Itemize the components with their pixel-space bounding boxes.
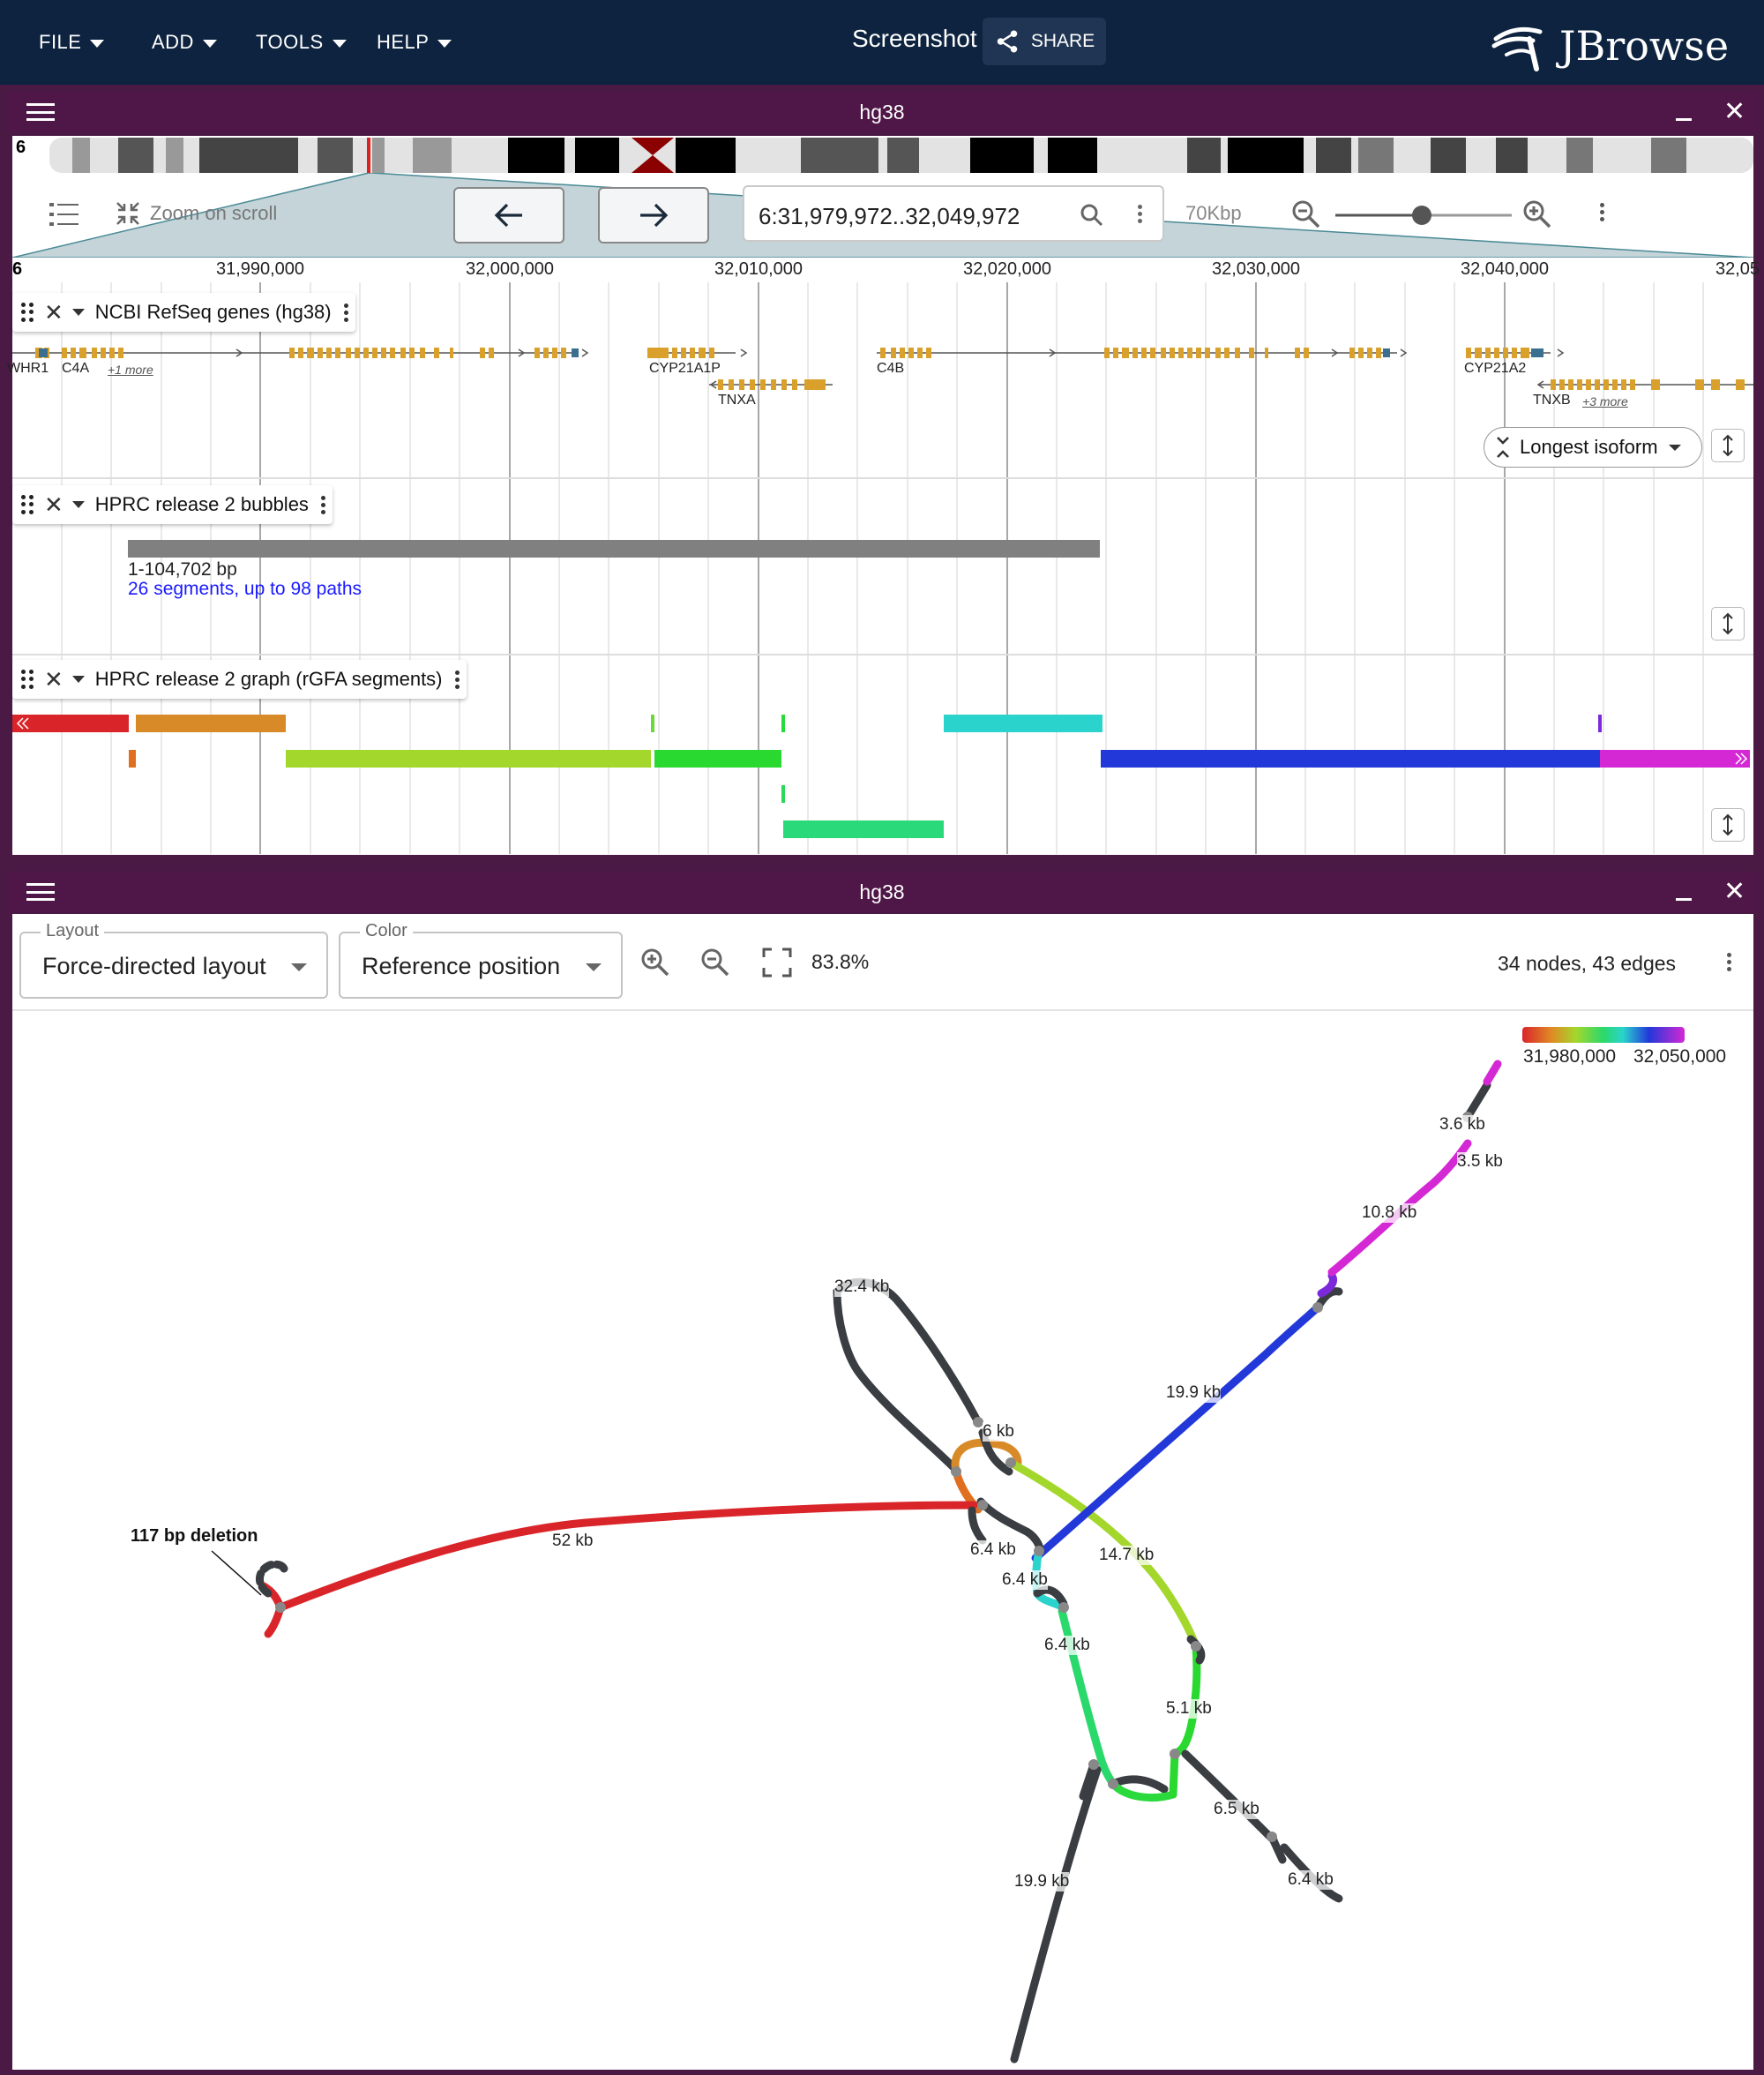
annotation-pointer [212,1551,261,1595]
minimize-icon[interactable] [1676,118,1692,121]
pan-right-button[interactable] [598,187,709,243]
gene-label-whr1[interactable]: WHR1 [7,361,49,376]
gene-label-c4a[interactable]: C4A [62,361,90,376]
edge-label: 19.9 kb [1166,1383,1222,1402]
linear-view-header [7,92,1757,132]
caret-down-icon [291,963,307,971]
view-options-icon[interactable] [1600,203,1604,221]
track-label-refseq[interactable] [12,293,355,332]
caret-down-icon [586,963,602,971]
drag-handle-icon[interactable] [21,303,34,322]
edge-label: 6.4 kb [1288,1870,1334,1889]
layout-select[interactable] [19,921,328,999]
ruler-tick-label: 32,020,000 [962,259,1052,279]
ruler-tick-label: 32,000,000 [465,259,555,279]
app-bar [0,0,1764,85]
graph-edge[interactable] [1468,1085,1487,1117]
graph-edge-52kb[interactable] [280,1505,974,1607]
zoom-slider[interactable] [1332,205,1514,226]
track-menu-icon[interactable] [321,496,325,514]
ideogram-chromosome-label: 6 [16,138,26,157]
collapse-track-icon[interactable] [72,676,85,683]
zoom-in-icon[interactable] [1522,199,1552,229]
location-search-input[interactable]: 6:31,979,972..32,049,972 [759,203,1020,229]
caret-down-icon [437,40,452,48]
colorbar-max-label: 32,050,000 [1633,1046,1727,1067]
share-label: SHARE [1030,31,1095,51]
ruler-tick-label: 32,040,000 [1460,259,1550,279]
search-icon[interactable] [1080,203,1104,228]
drag-handle-icon[interactable] [21,495,34,514]
graph-edge[interactable] [1173,1754,1175,1794]
minimize-icon[interactable] [1676,898,1692,901]
file-menu-label: FILE [39,31,82,53]
zoom-on-scroll-label[interactable]: Zoom on scroll [150,202,278,224]
caret-down-icon [203,40,217,48]
add-menu-label: ADD [152,31,194,53]
graph-view-header [7,872,1757,912]
ruler-tick-label: 31,990,000 [215,259,305,279]
gene-label-tnxb[interactable]: TNXB [1533,393,1571,408]
edge-label: 6.5 kb [1214,1800,1259,1818]
resize-track-icon[interactable] [1711,808,1745,842]
caret-down-icon [1669,445,1681,451]
graph-node-markers [275,1112,1473,1842]
help-menu-label: HELP [377,31,430,53]
colorbar-min-label: 31,980,000 [1523,1046,1617,1067]
arrow-right-icon [639,202,669,228]
resize-track-icon[interactable] [1711,607,1745,640]
graph-edge[interactable] [972,1510,983,1540]
brand-name: JBrowse [1559,22,1730,70]
edge-label: 6.4 kb [1002,1570,1048,1589]
more-genes-link[interactable]: +1 more [108,363,153,377]
bp-per-view: 70Kbp [1185,202,1242,224]
tools-menu[interactable] [256,25,347,60]
edge-label: 52 kb [552,1532,594,1550]
more-genes-link[interactable]: +3 more [1582,394,1628,408]
gene-label-cyp21a2[interactable]: CYP21A2 [1464,361,1527,376]
edge-label: 3.6 kb [1439,1115,1485,1134]
zoom-on-scroll-icon[interactable] [115,199,141,228]
track-name: HPRC release 2 graph (rGFA segments) [94,668,443,690]
collapse-track-icon[interactable] [72,309,85,316]
graph-edge[interactable] [1321,1276,1334,1293]
ruler-chromosome-label: 6 [12,259,23,279]
location-search-box[interactable] [743,185,1164,242]
collapse-icon [1493,436,1513,459]
graph-options-icon[interactable] [1727,953,1731,971]
track-menu-icon[interactable] [455,670,460,689]
isoform-dropdown[interactable] [1484,427,1702,468]
rgfa-segments[interactable] [12,706,1753,847]
zoom-out-icon[interactable] [700,948,730,978]
edge-label: 6 kb [983,1422,1014,1441]
close-view-icon[interactable]: ✕ [1723,97,1746,126]
close-track-icon[interactable]: ✕ [44,298,64,326]
track-name: HPRC release 2 bubbles [94,493,309,515]
graph-edge[interactable] [1035,1307,1318,1558]
edge-label: 19.9 kb [1014,1872,1070,1891]
edge-label: 6.4 kb [1044,1636,1090,1654]
jbrowse-logo [1489,19,1729,72]
edge-label: 10.8 kb [1362,1203,1417,1222]
gene-label-cyp21a1p[interactable]: CYP21A1P [649,361,721,376]
drag-handle-icon[interactable] [21,670,34,689]
track-label-segments[interactable] [12,660,467,699]
bubble-feature[interactable] [128,540,1100,558]
color-select[interactable] [339,921,623,999]
graph-view-title[interactable]: hg38 [859,880,905,903]
deletion-annotation: 117 bp deletion [131,1526,258,1546]
gene-label-tnxa[interactable]: TNXA [718,393,756,408]
track-name: NCBI RefSeq genes (hg38) [94,301,332,323]
graph-edge-loop[interactable] [837,1282,978,1470]
fit-to-view-icon[interactable] [762,948,792,978]
edge-label: 32.4 kb [834,1277,890,1296]
graph-edge[interactable] [1185,1754,1274,1840]
close-track-icon[interactable]: ✕ [44,665,64,693]
tools-menu-label: TOOLS [256,31,324,53]
share-icon [994,28,1020,55]
share-button[interactable] [983,18,1106,65]
help-menu[interactable] [377,25,452,60]
graph-stats: 34 nodes, 43 edges [1498,952,1677,975]
close-view-icon[interactable]: ✕ [1723,877,1746,906]
pan-left-button[interactable] [453,187,564,243]
collapse-track-icon[interactable] [72,501,85,508]
gene-label-c4b[interactable]: C4B [877,361,905,376]
caret-down-icon [333,40,347,48]
isoform-label: Longest isoform [1520,436,1658,458]
layout-select-value: Force-directed layout [42,953,266,979]
ruler-tick-label: 32,010,000 [714,259,804,279]
layout-select-label: Layout [41,921,104,941]
edge-label: 3.5 kb [1457,1152,1503,1171]
chromosome-ideogram[interactable] [49,138,1753,173]
graph-edge[interactable] [1487,1064,1498,1082]
close-track-icon[interactable]: ✕ [44,491,64,518]
arrow-left-icon [494,202,524,228]
track-label-bubbles[interactable] [12,485,333,524]
caret-down-icon [90,40,104,48]
ruler-tick-label: 32,030,000 [1211,259,1301,279]
color-select-value: Reference position [362,953,561,979]
resize-track-icon[interactable] [1711,429,1745,462]
track-menu-icon[interactable] [344,303,348,322]
edge-label: 6.4 kb [970,1540,1016,1559]
graph-edge[interactable] [1014,1770,1097,2059]
session-name[interactable]: Screenshot [852,25,977,52]
track-selector-icon[interactable] [49,199,79,229]
bubble-description: 26 segments, up to 98 paths [128,579,363,599]
zoom-out-icon[interactable] [1291,199,1321,229]
graph-zoom-percent: 83.8% [811,950,870,973]
location-menu-icon[interactable] [1138,205,1142,223]
linear-view-title[interactable]: hg38 [859,101,905,124]
zoom-in-icon[interactable] [640,948,670,978]
file-menu[interactable] [39,25,104,60]
edge-label: 14.7 kb [1099,1546,1155,1564]
add-menu[interactable] [152,25,217,60]
edge-label: 5.1 kb [1166,1699,1212,1718]
ruler-tick-label: 32,05 [1715,259,1760,279]
jbrowse-logo-icon [1489,19,1551,72]
bubble-range-label: 1-104,702 bp [128,559,237,580]
color-select-label: Color [360,921,413,941]
